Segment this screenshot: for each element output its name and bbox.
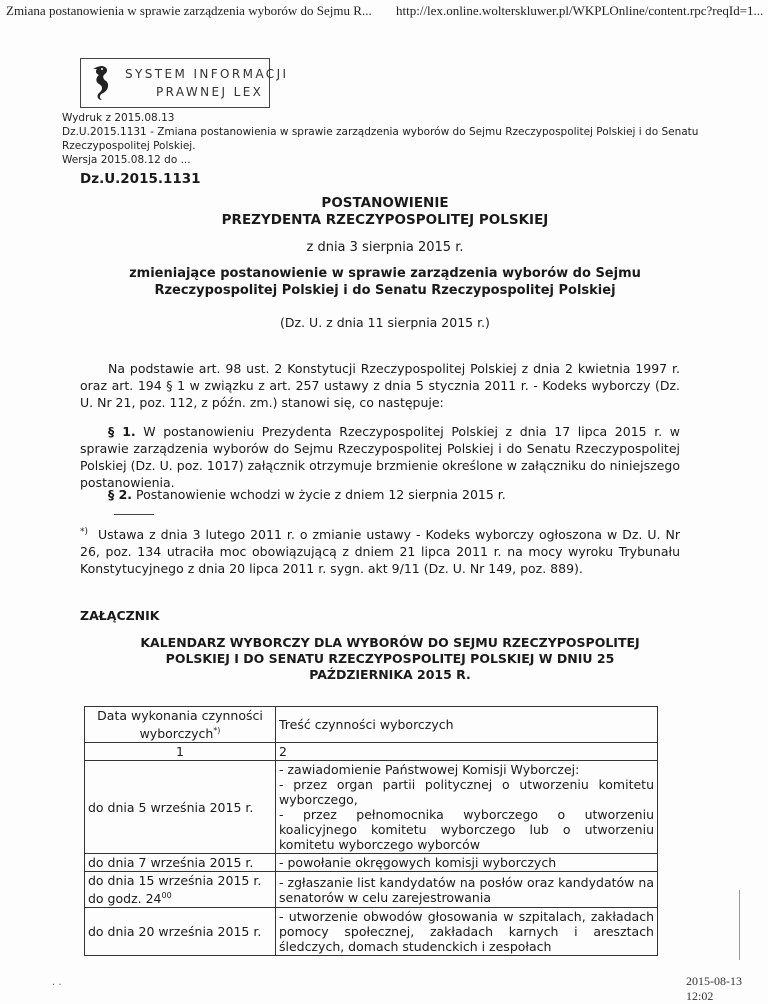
heading-line-1: POSTANOWIENIE (321, 195, 449, 211)
printout-date: Wydruk z 2015.08.13 (62, 112, 175, 124)
col2-header: Treść czynności wyborczych (276, 707, 658, 743)
footnote (80, 524, 680, 577)
seahorse-icon (87, 63, 115, 103)
table-number-row (85, 743, 658, 761)
col1-number: 1 (85, 743, 276, 761)
row-date-superscript: 00 (161, 891, 172, 901)
row-line: - powołanie okręgowych komisji wyborczych (279, 855, 557, 871)
document-version: Wersja 2015.08.12 do ... (62, 154, 191, 166)
table-row (85, 908, 658, 956)
footnote-text: Ustawa z dnia 3 lutego 2011 r. o zmianie ustawy - Kodeks wyborczy ogłoszona w Dz. U. Nr 26, poz. 134 utraciła moc obowiązującą z dniem 21 lipca 2011 r. na mocy wyroku Trybunału Konstytucyjnego z dnia 20 lipca 2011 r. sygn. akt 9/11 (Dz. U. Nr 149, poz. 889). (80, 527, 680, 577)
row-date: do dnia 20 września 2015 r. (85, 908, 276, 956)
document-subject (60, 265, 710, 299)
section-1-text: W postanowieniu Prezydenta Rzeczypospolitej Polskiej z dnia 17 lipca 2015 r. w sprawie zarządzenia wyborów do Sejmu Rzeczypospolitej Polskiej i do Senatu Rzeczypospolitej Polskiej (Dz. U. poz. 1017) załącznik otrzymuje brzmienie określone w załączniku do niniejszego postanowienia. (80, 424, 680, 490)
row-line: - zawiadomienie Państwowej Komisji Wyborczej: (279, 762, 580, 778)
table-row (85, 872, 658, 908)
logo-line-2: PRAWNEJ LEX (156, 85, 264, 99)
page-dots: · · (52, 980, 62, 991)
calendar-title (100, 635, 680, 683)
subject-line-2: Rzeczypospolitej Polskiej i do Senatu Rzeczypospolitej Polskiej (154, 283, 616, 298)
preamble: Na podstawie art. 98 ust. 2 Konstytucji Rzeczypospolitej Polskiej z dnia 2 kwietnia 1997 r. oraz art. 194 § 1 w związku z art. 257 ustawy z dnia 5 stycznia 2011 r. - Kodeks wyborczy (Dz. U. Nr 21, poz. 112, z późn. zm.) stanowi się, co następuje: (80, 361, 680, 410)
document-full-title: Dz.U.2015.1131 - Zmiana postanowienia w sprawie zarządzenia wyborów do Sejmu Rzeczypospolitej Polskiej i do Senatu Rzeczypospolitej Polskiej. (62, 126, 699, 152)
row-content (276, 761, 658, 854)
calendar-title-line-2: POLSKIEJ I DO SENATU RZECZYPOSPOLITEJ POLSKIEJ W DNIU 25 (165, 651, 615, 666)
row-date: do dnia 5 września 2015 r. (85, 761, 276, 854)
col2-number: 2 (276, 743, 658, 761)
col1-header: Data wykonania czynności wyborczych*) (85, 707, 276, 743)
publication-note: (Dz. U. z dnia 11 sierpnia 2015 r.) (280, 315, 490, 330)
subject-line-1: zmieniające postanowienie w sprawie zarządzenia wyborów do Sejmu (129, 266, 641, 281)
logo-line-1: SYSTEM INFORMACJI (125, 67, 289, 81)
row-date: do dnia 15 września 2015 r. do godz. $24^{00}$ (85, 872, 276, 908)
print-timestamp: 2015-08-13 12:02 (686, 974, 742, 1003)
section-1-label: § 1. (108, 424, 136, 439)
document-reference: Dz.U.2015.1131 (80, 171, 201, 187)
table-row (85, 854, 658, 872)
row-line: - przez organ partii politycznej o utworzeniu komitetu wyborczego, (279, 777, 654, 808)
section-1 (80, 423, 680, 491)
document-heading (60, 195, 710, 229)
section-2-text: Postanowienie wchodzi w życie z dniem 12 sierpnia 2015 r. (132, 487, 506, 502)
lex-logo (80, 58, 289, 108)
row-content (276, 872, 658, 908)
row-line: - zgłaszanie list kandydatów na posłów oraz kandydatów na senatorów w celu zarejestrowania (279, 874, 654, 905)
row-date: do dnia 7 września 2015 r. (85, 854, 276, 872)
section-2-label: § 2. (108, 487, 133, 502)
col1-header-mark: *) (213, 726, 221, 735)
attachment-label: ZAŁĄCZNIK (80, 608, 160, 623)
calendar-title-line-3: PAŹDZIERNIKA 2015 R. (309, 667, 471, 682)
row-content (276, 854, 658, 872)
election-calendar-table (84, 706, 658, 956)
table-header-row (85, 707, 658, 743)
document-date: z dnia 3 sierpnia 2015 r. (306, 240, 464, 255)
browser-page-title: Zmiana postanowienia w sprawie zarządzenia wyborów do Sejmu R... (6, 3, 372, 18)
print-metadata (62, 111, 712, 167)
calendar-title-line-1: KALENDARZ WYBORCZY DLA WYBORÓW DO SEJMU RZECZYPOSPOLITEJ (140, 635, 640, 650)
footnote-divider (114, 514, 154, 515)
footnote-mark: *) (80, 527, 89, 537)
row-content (276, 908, 658, 956)
section-2 (80, 486, 680, 503)
row-line: - przez pełnomocnika wyborczego o utworzeniu koalicyjnego komitetu wyborczego lub o utworzeniu komitetu wyborczego wyborców (279, 807, 654, 853)
heading-line-2: PREZYDENTA RZECZYPOSPOLITEJ POLSKIEJ (221, 212, 549, 228)
scan-edge-line (739, 890, 740, 960)
row-line: - utworzenie obwodów głosowania w szpitalach, zakładach pomocy społecznej, zakładach karnych i aresztach śledczych, domach studenckich i zespołach (279, 909, 654, 955)
table-row (85, 761, 658, 854)
browser-url[interactable]: http://lex.online.wolterskluwer.pl/WKPLOnline/content.rpc?reqId=1... (396, 3, 764, 18)
